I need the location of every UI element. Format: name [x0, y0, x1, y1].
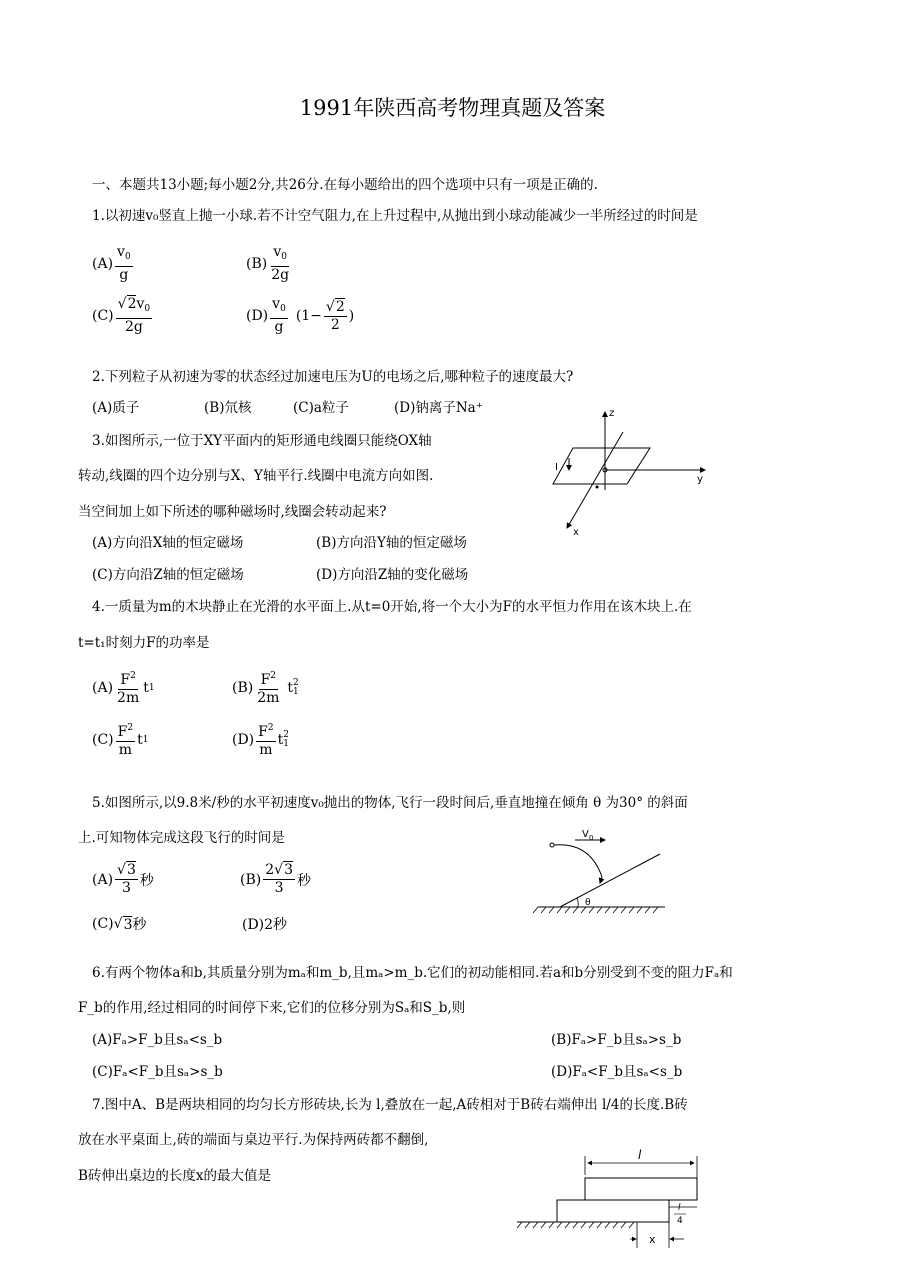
- q6-option-c: (C)Fₐ<F_b且sₐ>s_b: [92, 1064, 223, 1080]
- z-label: z: [609, 408, 615, 419]
- brick-b: [557, 1200, 669, 1222]
- question-4-line-1: 4.一质量为m的木块静止在光滑的水平面上.从t=0开始,将一个大小为F的水平恒力作用在该木块上.在: [92, 599, 692, 615]
- q1-d-fraction: $\frac{v_0}{g}$: [272, 296, 286, 335]
- question-2-stem: 2.下列粒子从初速为零的状态经过加速电压为U的电场之后,哪种粒子的速度最大?: [92, 369, 574, 385]
- question-6-line-2: F_b的作用,经过相同的时间停下来,它们的位移分别为Sₐ和S_b,则: [78, 1000, 466, 1016]
- rectangular-coil: [553, 448, 650, 484]
- question-4-line-2: t=t₁时刻力F的功率是: [78, 635, 210, 651]
- question-7-line-1: 7.图中A、B是两块相同的均匀长方形砖块,长为 l,叠放在一起,A砖相对于B砖右端伸出 l/4的长度.B砖: [92, 1097, 688, 1113]
- q5-incline-figure: [530, 822, 675, 914]
- q1-option-c: (C) $\frac{√2v_0}{2g}$: [92, 296, 151, 335]
- quarter-4-label: 4: [677, 1216, 683, 1226]
- velocity-subscript: 0: [589, 834, 594, 842]
- q2-option-b: (B)氘核: [204, 400, 252, 416]
- angle-arc: [577, 898, 578, 907]
- question-1-stem: 1.以初速v₀竖直上抛一小球.若不计空气阻力,在上升过程中,从抛出到小球动能减少一半所经过的时间是: [92, 208, 698, 224]
- question-3-line-3: 当空间加上如下所述的哪种磁场时,线圈会转动起来?: [78, 504, 387, 520]
- quarter-l-label: l: [678, 1203, 681, 1213]
- impact-arrow: [600, 877, 602, 883]
- q1-d-sqrt-fraction: $\frac{√2}{2}$: [325, 298, 345, 333]
- question-3-line-1: 3.如图所示,一位于XY平面内的矩形通电线圈只能绕OX轴: [92, 433, 432, 449]
- q2-option-c: (C)a粒子: [293, 400, 349, 416]
- q3-option-c: (C)方向沿Z轴的恒定磁场: [92, 567, 244, 583]
- q4-option-b: (B) $\frac{F^2}{2m}$ t 2 1: [232, 668, 299, 707]
- q4-option-d: (D) $\frac{F^2}{m}$ t 2 1: [232, 720, 289, 759]
- q3-coil-axes-figure: [545, 400, 720, 540]
- page-title: 1991年陕西高考物理真题及答案: [299, 96, 606, 120]
- question-5-line-2: 上.可知物体完成这段飞行的时间是: [78, 830, 285, 846]
- q3-option-a: (A)方向沿X轴的恒定磁场: [92, 535, 244, 551]
- length-label: l: [638, 1148, 642, 1162]
- q1-a-fraction: $\frac{v_0}{g}$: [117, 244, 131, 283]
- q3-option-d: (D)方向沿Z轴的变化磁场: [316, 567, 469, 583]
- x-label: x: [649, 1233, 656, 1246]
- ground-hatching: [533, 907, 658, 913]
- question-7-line-3: B砖伸出桌边的长度x的最大值是: [78, 1168, 272, 1184]
- projectile-point: [550, 843, 554, 847]
- axis-point: [596, 486, 599, 489]
- theta-label: θ: [585, 898, 591, 908]
- incline-surface: [560, 854, 660, 907]
- q7-bricks-figure: [512, 1143, 707, 1253]
- question-5-line-1: 5.如图所示,以9.8米/秒的水平初速度v₀抛出的物体,飞行一段时间后,垂直地撞在倾角 θ 为30° 的斜面: [92, 795, 688, 811]
- question-7-line-2: 放在水平桌面上,砖的端面与桌边平行.为保持两砖都不翻倒,: [78, 1132, 429, 1148]
- q5-option-c: (C) √ 3 秒: [92, 916, 147, 933]
- q5-option-b: (B) $\frac{2√3}{3}$ 秒: [240, 862, 311, 896]
- trajectory-curve: [554, 845, 602, 877]
- x-axis: [567, 432, 623, 528]
- q1-option-d: (D) $\frac{v_0}{g}$ (1− $\frac{√2}{2}$ ): [246, 296, 355, 335]
- q2-option-d: (D)钠离子Na⁺: [394, 400, 483, 416]
- current-label: I: [555, 462, 558, 473]
- q6-option-d: (D)Fₐ<F_b且sₐ<s_b: [551, 1064, 683, 1080]
- section-heading: 一、本题共13小题;每小题2分,共26分.在每小题给出的四个选项中只有一项是正确的.: [92, 177, 598, 193]
- x-label: x: [573, 527, 579, 538]
- q1-b-fraction: $\frac{v_0}{2g}$: [271, 244, 290, 283]
- q6-option-b: (B)Fₐ>F_b且sₐ>s_b: [551, 1032, 682, 1048]
- y-label: y: [697, 474, 703, 485]
- velocity-label: V: [582, 829, 589, 840]
- q6-option-a: (A)Fₐ>F_b且sₐ<s_b: [92, 1032, 223, 1048]
- brick-a: [585, 1178, 697, 1200]
- q1-c-fraction: $\frac{√2v_0}{2g}$: [117, 296, 151, 335]
- question-3-line-2: 转动,线圈的四个边分别与X、Y轴平行.线圈中电流方向如图.: [78, 468, 434, 484]
- q3-option-b: (B)方向沿Y轴的恒定磁场: [316, 535, 467, 551]
- q5-option-d: (D)2秒: [242, 917, 288, 933]
- q4-option-c: (C) $\frac{F^2}{m}$ t 1: [92, 720, 148, 759]
- question-6-line-1: 6.有两个物体a和b,其质量分别为mₐ和m_b,且mₐ>m_b.它们的初动能相同.若a和b分别受到不变的阻力Fₐ和: [92, 965, 733, 981]
- q4-option-a: (A) $\frac{F^2}{2m}$ t 1: [92, 668, 155, 707]
- q2-option-a: (A)质子: [92, 400, 140, 416]
- table-hatching: [517, 1222, 634, 1228]
- q1-option-a: (A) $\frac{v_0}{g}$: [92, 244, 131, 283]
- q1-option-b: (B) $\frac{v_0}{2g}$: [246, 244, 290, 283]
- q5-option-a: (A) $\frac{√3}{3}$ 秒: [92, 862, 154, 896]
